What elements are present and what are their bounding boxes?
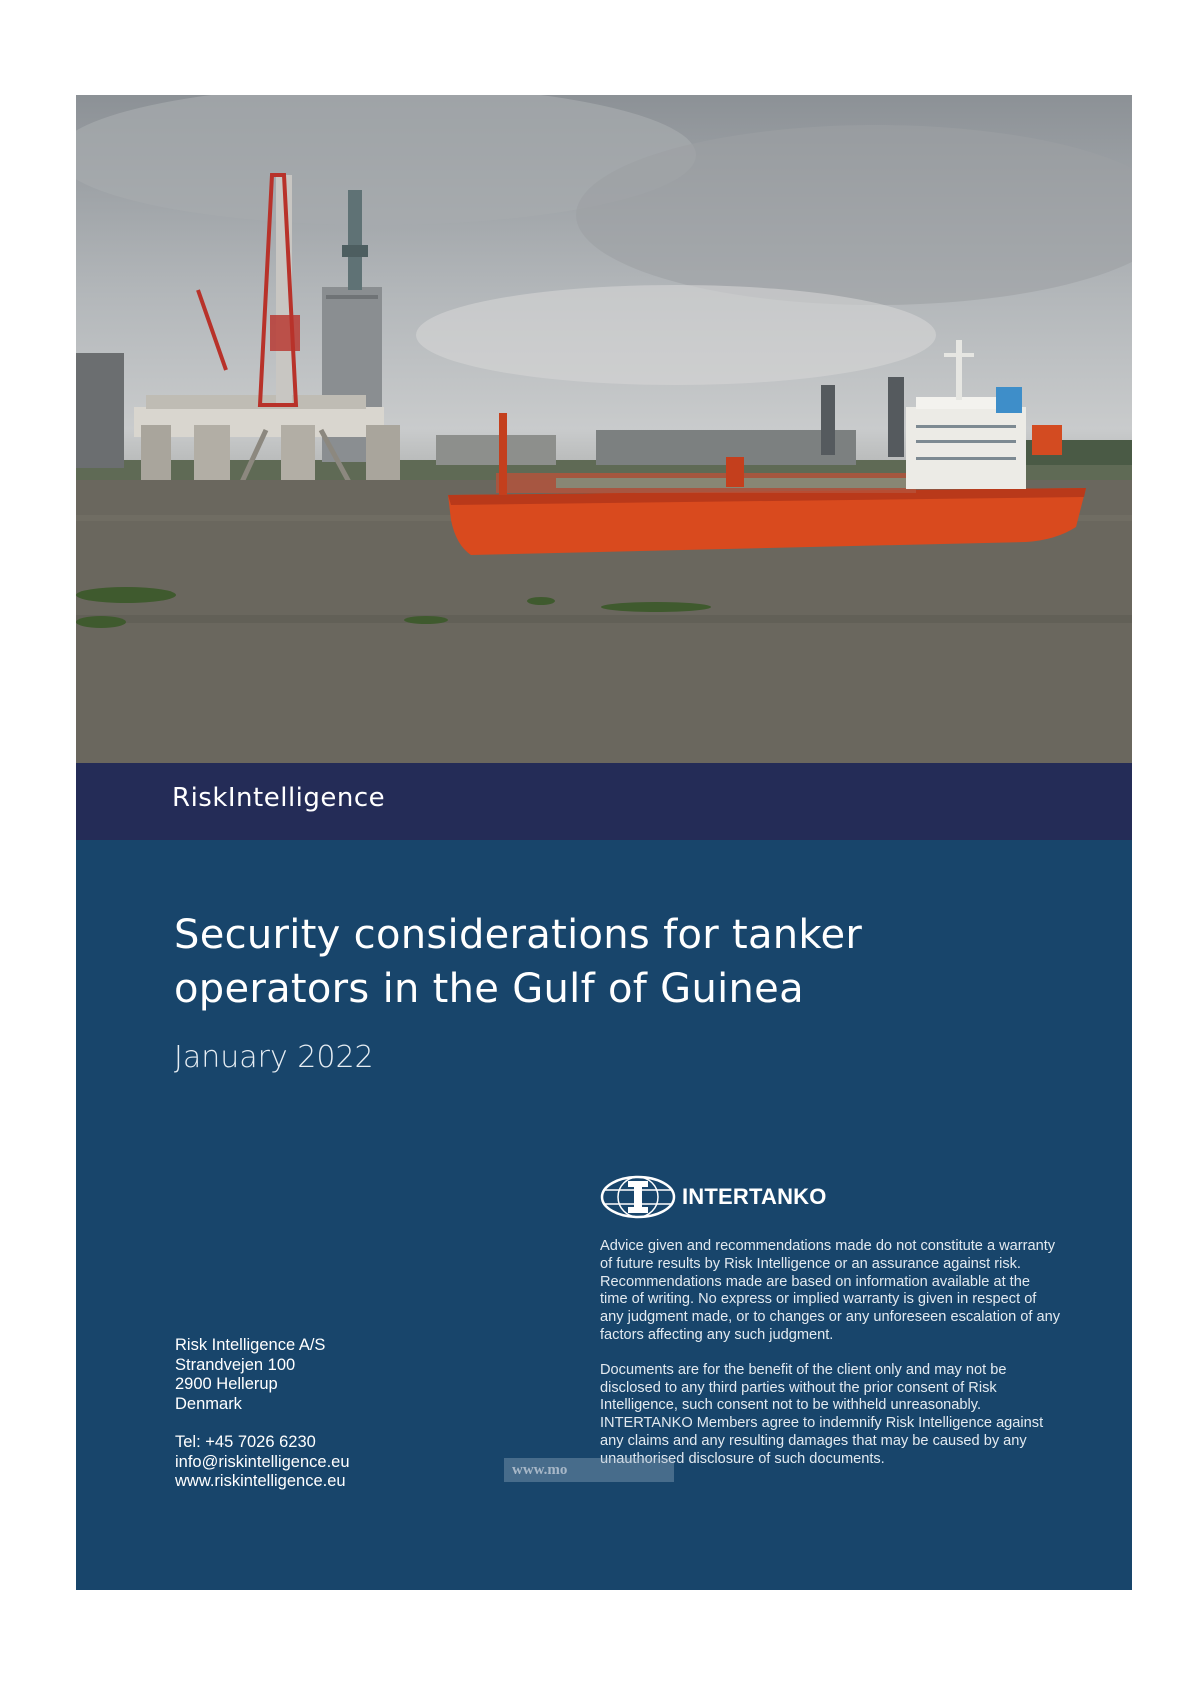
city: 2900 Hellerup	[175, 1375, 278, 1393]
cover-content	[76, 840, 1132, 1590]
report-date: January 2022	[174, 1040, 374, 1075]
email-link[interactable]: info@riskintelligence.eu	[175, 1452, 350, 1471]
cover-photo	[76, 95, 1132, 763]
report-cover	[76, 95, 1132, 1590]
disclaimer	[600, 1238, 1060, 1486]
company-address	[175, 1336, 350, 1492]
company-name: Risk Intelligence A/S	[175, 1336, 326, 1354]
street: Strandvejen 100	[175, 1355, 296, 1374]
country: Denmark	[175, 1394, 242, 1413]
watermark: www.mo	[504, 1458, 674, 1482]
partner-logo	[600, 1175, 827, 1219]
disclaimer-paragraph-2: Documents are for the benefit of the client only and may not be disclosed to any third parties without the prior consent of Risk Intelligence, such consent not to be withheld unreasonably. INTERTANKO Members agree to indemnify Risk Intelligence against any claims and any resulting damages that may be caused by any unauthorised disclosure of such documents.	[600, 1361, 1044, 1467]
partner-name: INTERTANKO	[682, 1184, 827, 1209]
brand-logo-text: RiskIntelligence	[172, 783, 386, 813]
disclaimer-paragraph-1: Advice given and recommendations made do not constitute a warranty of future results by Risk Intelligence or an assurance against risk. Recommendations made are based on information available at the time of writing. No express or implied warranty is given in respect of any judgment made, or to changes or any unforeseen escalation of any factors affecting any such judgment.	[600, 1238, 1060, 1343]
address-spacer	[175, 1414, 350, 1433]
tanker-and-oil-rig-photo-icon	[76, 95, 1132, 763]
website-link[interactable]: www.riskintelligence.eu	[175, 1472, 346, 1490]
intertanko-globe-icon	[600, 1175, 676, 1219]
brand-bar	[76, 763, 1132, 840]
phone: Tel: +45 7026 6230	[175, 1433, 316, 1451]
report-title: Security considerations for tanker operators in the Gulf of Guinea	[174, 912, 863, 1012]
